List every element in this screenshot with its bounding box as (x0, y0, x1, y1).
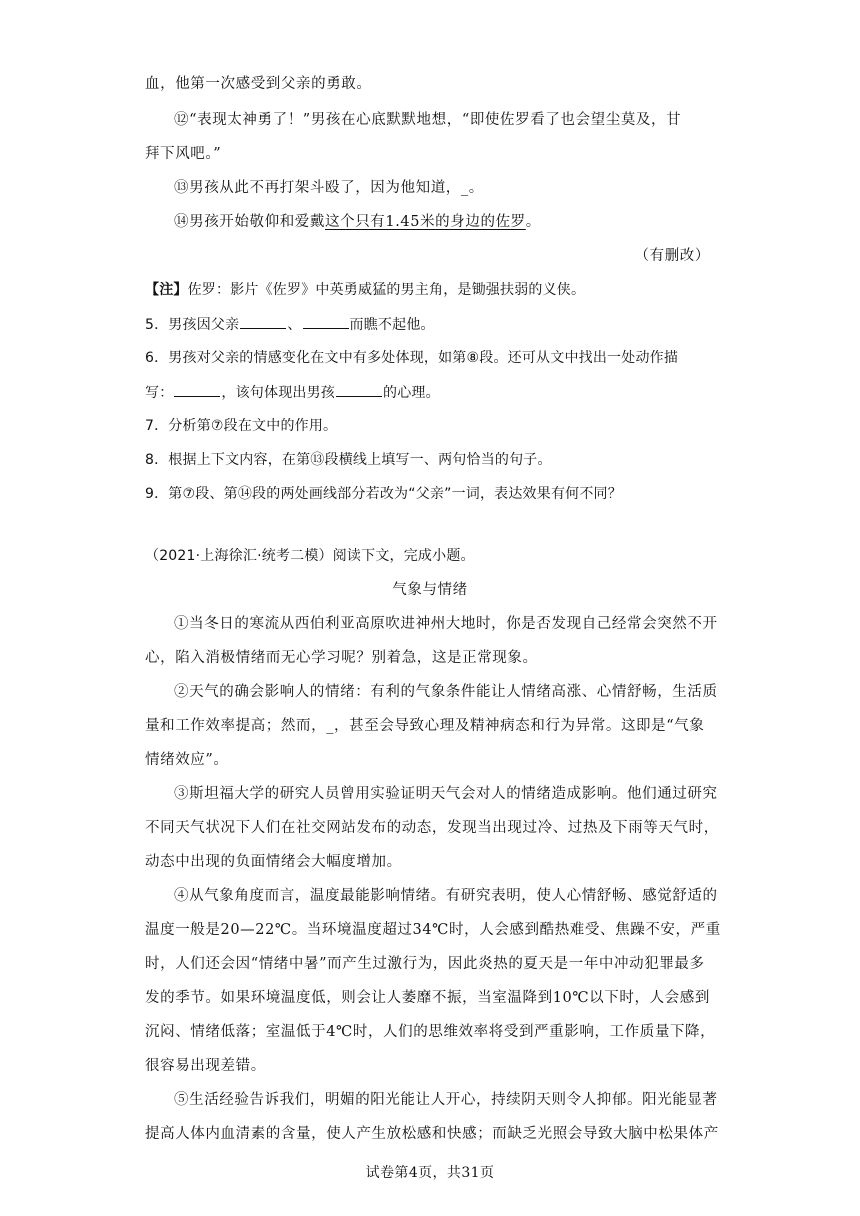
question-6-line-1: 6．男孩对父亲的情感变化在文中有多处体现，如第⑧段。还可从文中找出一处动作描 (145, 350, 679, 366)
article-paragraph-1-line-1: ①当冬日的寒流从西伯利亚高原吹进神州大地时，你是否发现自己经常会突然不开 (174, 616, 718, 632)
paragraph-14 (174, 212, 715, 232)
article-paragraph-2-line-1: ②天气的确会影响人的情绪：有利的气象条件能让人情绪高涨、心情舒畅，生活质 (174, 684, 718, 700)
answer-blank[interactable] (336, 382, 382, 397)
question-6-middle: ，该句体现出男孩 (221, 385, 336, 401)
paragraph-14-prefix: ⑭男孩开始敬仰和爱戴 (174, 214, 325, 230)
footnote-label: 【注】 (145, 282, 188, 298)
article-paragraph-5-line-1: ⑤生活经验告诉我们，明媚的阳光能让人开心，持续阴天则令人抑郁。阳光能显著 (174, 1092, 718, 1108)
paragraph-12-line-1: ⑫“表现太神勇了！”男孩在心底默默地想，“即使佐罗看了也会望尘莫及，甘 (174, 112, 682, 128)
question-5-separator: 、 (287, 317, 302, 333)
question-7: 7．分析第⑦段在文中的作用。 (145, 418, 338, 434)
question-8: 8．根据上下文内容，在第⑬段横线上填写一、两句恰当的句子。 (145, 452, 552, 468)
article-paragraph-5-line-2: 提高人体内血清素的含量，使人产生放松感和快感；而缺乏光照会导致大脑中松果体产 (145, 1126, 719, 1142)
article-paragraph-4-line-3: 时，人们还会因“情绪中暑”而产生过激行为，因此炎热的夏天是一年中冲动犯罪最多 (145, 956, 705, 972)
article-paragraph-4-line-1: ④从气象角度而言，温度最能影响情绪。有研究表明，使人心情舒畅、感觉舒适的 (174, 888, 718, 904)
question-6-prefix: 写： (145, 385, 174, 401)
article-paragraph-4-line-5: 沉闷、情绪低落；室温低于4℃时，人们的思维效率将受到严重影响，工作质量下降， (145, 1024, 716, 1040)
paragraph-12-line-2: 拜下风吧。” (145, 146, 222, 162)
article-paragraph-4-line-2: 温度一般是20—22℃。当环境温度超过34℃时，人会感到酷热难受、焦躁不安，严重 (145, 922, 721, 938)
answer-blank[interactable] (303, 314, 349, 329)
article-paragraph-3-line-3: 动态中出现的负面情绪会大幅度增加。 (145, 854, 402, 870)
footnote (145, 280, 715, 300)
question-6-line-2 (145, 382, 715, 403)
paragraph-14-underlined: 这个只有1.45米的身边的佐罗 (325, 214, 526, 230)
article-paragraph-4-line-6: 很容易出现差错。 (145, 1058, 266, 1074)
question-5-prefix: 5．男孩因父亲 (145, 317, 240, 333)
article-paragraph-2-line-3: 情绪效应”。 (145, 752, 229, 768)
paragraph-13: ⑬男孩从此不再打架斗殴了，因为他知道，_。 (174, 180, 484, 196)
source-note: （有删改） (634, 248, 710, 264)
paragraph-14-suffix: 。 (525, 214, 541, 230)
article-paragraph-3-line-1: ③斯坦福大学的研究人员曾用实验证明天气会对人的情绪造成影响。他们通过研究 (174, 786, 718, 802)
question-5 (145, 314, 715, 335)
question-9: 9．第⑦段、第⑭段的两处画线部分若改为“父亲”一词，表达效果有何不同？ (145, 486, 622, 502)
section-intro: （2021·上海徐汇·统考二模）阅读下文，完成小题。 (145, 548, 475, 564)
page-footer: 试卷第4页，共31页 (365, 1165, 495, 1181)
article-paragraph-2-line-2: 量和工作效率提高；然而，_，甚至会导致心理及精神病态和行为异常。这即是“气象 (145, 718, 705, 734)
article-title: 气象与情绪 (392, 582, 468, 598)
article-paragraph-1-line-2: 心，陷入消极情绪而无心学习呢？别着急，这是正常现象。 (145, 650, 538, 666)
article-paragraph-3-line-2: 不同天气状况下人们在社交网站发布的动态，发现当出现过冷、过热及下雨等天气时， (145, 820, 719, 836)
answer-blank[interactable] (174, 382, 220, 397)
question-6-suffix: 的心理。 (383, 385, 440, 401)
answer-blank[interactable] (240, 314, 286, 329)
footnote-text: 佐罗：影片《佐罗》中英勇威猛的男主角，是锄强扶弱的义侠。 (187, 282, 586, 298)
paragraph-11-end: 血，他第一次感受到父亲的勇敢。 (145, 76, 372, 92)
article-paragraph-4-line-4: 发的季节。如果环境温度低，则会让人萎靡不振，当室温降到10℃以下时，人会感到 (145, 990, 710, 1006)
question-5-suffix: 而瞧不起他。 (349, 317, 435, 333)
